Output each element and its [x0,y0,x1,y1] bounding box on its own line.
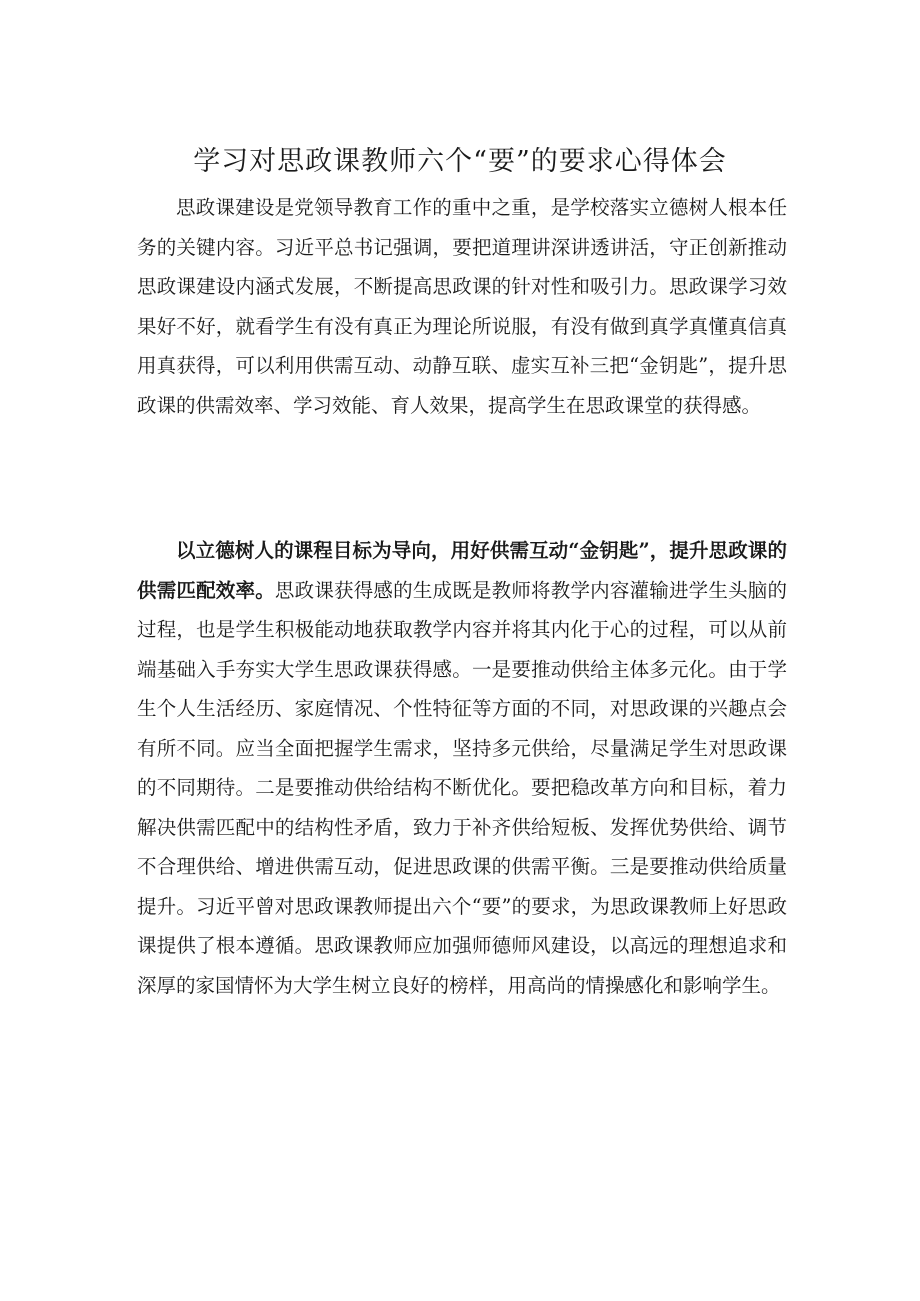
paragraph-lead-heading: 以立德树人的课程目标为导向，用好供需互动“金钥匙”，提升思政课的供需匹配效率。 [137,539,787,602]
paragraph-body: 思政课获得感的生成既是教师将教学内容灌输进学生头脑的过程，也是学生积极能动地获取教学内容并将其内化于心的过程，可以从前端基础入手夯实大学生思政课获得感。一是要推动供给主体多元化。由于学生个人生活经历、家庭情况、个性特征等方面的不同，对思政课的兴趣点会有所不同。应当全面把握学生需求，坚持多元供给，尽量满足学生对思政课的不同期待。二是要推动供给结构不断优化。要把稳改革方向和目标，着力解决供需匹配中的结构性矛盾，致力于补齐供给短板、发挥优势供给、调节不合理供给、增进供需互动，促进思政课的供需平衡。三是要推动供给质量提升。习近平曾对思政课教师提出六个“要”的要求，为思政课教师上好思政课提供了根本遵循。思政课教师应加强师德师风建设，以高远的理想追求和深厚的家国情怀为大学生树立良好的榜样，用高尚的情操感化和影响学生。 [137,578,787,997]
paragraph-supply-demand [137,531,787,1005]
document-title: 学习对思政课教师六个“要”的要求心得体会 [193,146,727,177]
paragraph-intro: 思政课建设是党领导教育工作的重中之重，是学校落实立德树人根本任务的关键内容。习近平总书记强调，要把道理讲深讲透讲活，守正创新推动思政课建设内涵式发展，不断提高思政课的针对性和吸引力。思政课学习效果好不好，就看学生有没有真正为理论所说服，有没有做到真学真懂真信真用真获得，可以利用供需互动、动静互联、虚实互补三把“金钥匙”，提升思政课的供需效率、学习效能、育人效果，提高学生在思政课堂的获得感。 [137,196,787,417]
